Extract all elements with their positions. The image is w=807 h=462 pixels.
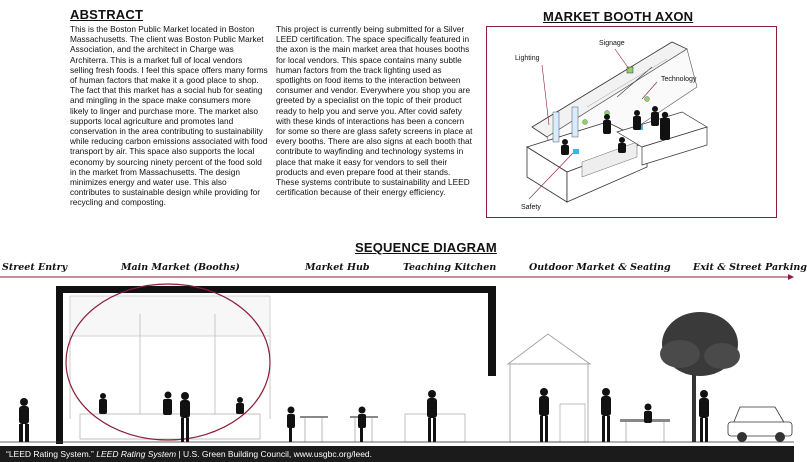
stage-teaching-kitchen: Teaching Kitchen (403, 262, 497, 273)
callout-technology: Technology (661, 76, 697, 83)
axon-frame (486, 26, 777, 218)
stage-outdoor-market: Outdoor Market & Seating (529, 262, 671, 273)
citation-footer (0, 446, 794, 462)
sequence-arrowhead (788, 274, 794, 280)
callout-safety: Safety (521, 204, 541, 211)
outdoor-tent-roof (508, 334, 590, 364)
abstract-column-1: This is the Boston Public Market located in Boston Massachusetts. The client was Boston Public Market Association, and the architect in Charge was Architerra. This is a market full of local vendors selling fresh foods. I feel this space offers many forms of human factors that make it a good place to shop. The fact that this market has a social hub for seating and mingling in the space make consumers more likely to linger and purchase more. The market also supports local agriculture and promotes land conservation in the area contributing to sustainability while reducing carbon emissions associated with food transport by air. This space also supports the local economy by sourcing ninety percent of the food sold in the market from Massachusetts. The design minimizes energy and water use. This also contributes to sustainable design while providing for recycling and composting. (70, 24, 268, 208)
sequence-title: SEQUENCE DIAGRAM (355, 240, 497, 255)
axon-title: MARKET BOOTH AXON (543, 9, 694, 24)
abstract-column-2: This project is currently being submitted for a Silver LEED certification. The space specifically featured in the axon is the main market area that houses booths for local vendors. This space contains many subtle human factors from the track lighting used as spotlights on food items to the interaction between consumer and vendor. Everywhere you shop you are greeted by a specialist on the topic of their product ready to help you and serve you. After covid safety with these kinds of interactions has been a concern for some so there are glass safety screens in place at every booths. There are also signs at each booth that contribute to wayfinding and technology systems in place that make it easy for vendors to sell their products and even prepare food at their stands. These systems contribute to sustainability and LEED certification because of their energy efficiency. (276, 24, 473, 198)
callout-signage: Signage (599, 40, 625, 47)
stage-exit-parking: Exit & Street Parking (693, 262, 807, 273)
car (728, 407, 792, 442)
citation-quote: “LEED Rating System.” (6, 449, 94, 459)
citation-source: LEED Rating System (96, 449, 177, 459)
stage-street-entry: Street Entry (2, 262, 68, 273)
citation-rest: | U.S. Green Building Council, www.usgbc.org/leed. (176, 449, 373, 459)
abstract-title: ABSTRACT (70, 7, 144, 22)
stage-market-hub: Market Hub (305, 262, 370, 273)
building-wall-left (56, 286, 63, 444)
sequence-drawing (0, 274, 794, 446)
building-wall-right (488, 286, 496, 376)
stage-main-market: Main Market (Booths) (121, 262, 240, 273)
callout-lighting: Lighting (515, 55, 540, 62)
